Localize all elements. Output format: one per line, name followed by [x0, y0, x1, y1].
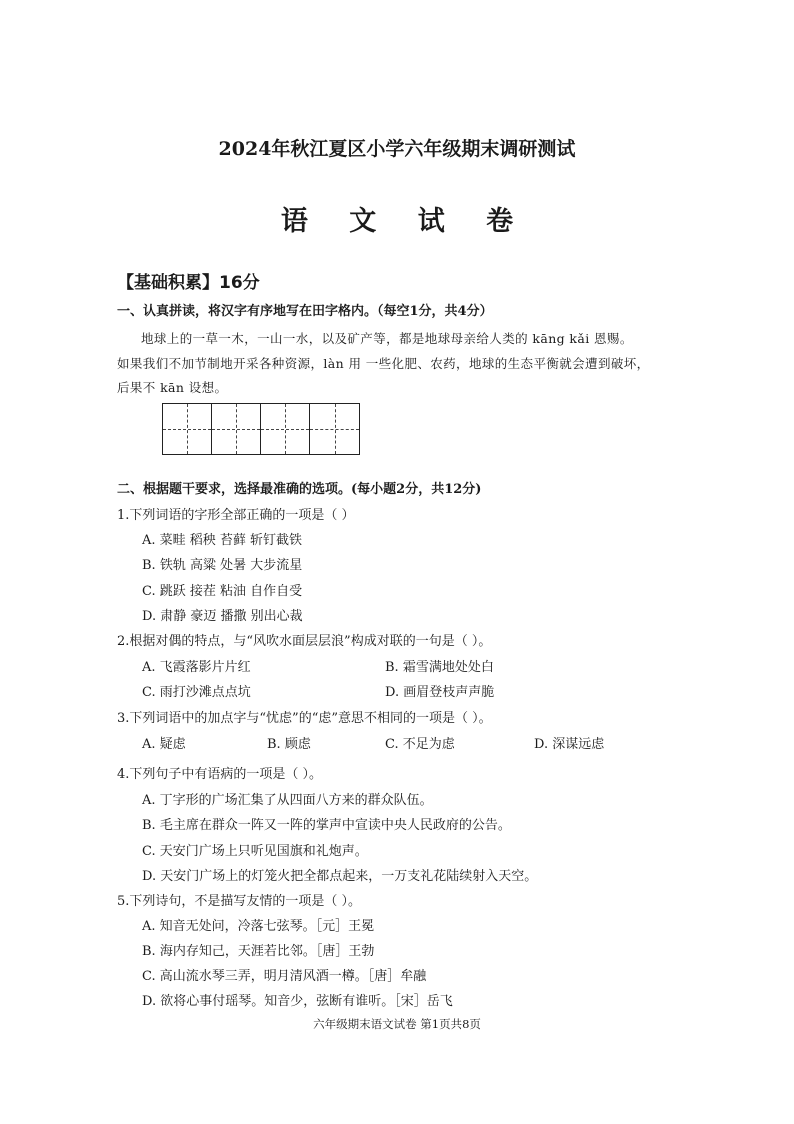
answer-option[interactable]: B. 铁轨 高粱 处暑 大步流星	[142, 558, 303, 573]
answer-option[interactable]: B. 霜雪满地处处白	[385, 660, 494, 675]
answer-option[interactable]: C. 雨打沙滩点点坑	[142, 685, 251, 700]
answer-option[interactable]: A. 知音无处问，冷落七弦琴。［元］王冕	[142, 919, 375, 934]
question-stem: 3.下列词语中的加点字与“忧虑”的“虑”意思不相同的一项是（ ）。	[117, 711, 492, 726]
answer-option[interactable]: D. 肃静 豪迈 播撒 别出心裁	[142, 609, 303, 624]
question-1-passage-line: 地球上的一草一木，一山一水，以及矿产等，都是地球母亲给人类的 kāng kǎi 恩赐。	[141, 331, 633, 346]
answer-option[interactable]: D. 画眉登枝声声脆	[385, 685, 495, 700]
answer-option[interactable]: C. 不足为虑	[385, 737, 455, 752]
tianzige-cell[interactable]	[163, 404, 212, 454]
answer-option[interactable]: C. 高山流水琴三弄，明月清风酒一樽。［唐］牟融	[142, 969, 427, 984]
exam-subject-title: 语 文 试 卷	[280, 206, 530, 237]
answer-option[interactable]: A. 疑虑	[142, 737, 186, 752]
answer-option[interactable]: C. 跳跃 接茬 粘油 自作自受	[142, 584, 303, 599]
tianzige-cell[interactable]	[310, 404, 359, 454]
question-1-passage-line: 后果不 kān 设想。	[117, 380, 228, 395]
answer-option[interactable]: C. 天安门广场上只听见国旗和礼炮声。	[142, 844, 368, 859]
section-heading: 【基础积累】16分	[117, 273, 260, 293]
answer-option[interactable]: D. 天安门广场上的灯笼火把全都点起来，一万支礼花陆续射入天空。	[142, 869, 538, 884]
answer-option[interactable]: B. 毛主席在群众一阵又一阵的掌声中宣读中央人民政府的公告。	[142, 818, 511, 833]
question-1-passage-line: 如果我们不加节制地开采各种资源，làn 用 一些化肥、农药，地球的生态平衡就会遭到破坏，	[117, 356, 650, 371]
page-footer: 六年级期末语文试卷 第1页共8页	[313, 1017, 481, 1031]
question-1-heading: 一、认真拼读，将汉字有序地写在田字格内。（每空1分，共4分）	[117, 304, 493, 319]
question-stem: 5.下列诗句，不是描写友情的一项是（ ）。	[117, 894, 362, 909]
tianzige-writing-grid	[162, 403, 360, 455]
answer-option[interactable]: A. 飞霞落影片片红	[142, 660, 251, 675]
question-stem: 2.根据对偶的特点，与“风吹水面层层浪”构成对联的一句是（ ）。	[117, 634, 492, 649]
tianzige-cell[interactable]	[261, 404, 310, 454]
answer-option[interactable]: A. 丁字形的广场汇集了从四面八方来的群众队伍。	[142, 793, 433, 808]
answer-option[interactable]: D. 欲将心事付瑶琴。知音少，弦断有谁听。［宋］岳飞	[142, 994, 453, 1009]
answer-option[interactable]: B. 顾虑	[267, 737, 311, 752]
answer-option[interactable]: A. 菜畦 稻秧 苔藓 斩钉截铁	[142, 533, 303, 548]
question-2-heading: 二、根据题干要求，选择最准确的选项。(每小题2分，共12分)	[117, 482, 482, 497]
question-stem: 4.下列句子中有语病的一项是（ ）。	[117, 767, 323, 782]
answer-option[interactable]: D. 深谋远虑	[534, 737, 605, 752]
answer-option[interactable]: B. 海内存知己，天涯若比邻。［唐］王勃	[142, 944, 375, 959]
exam-title: 2024年秋江夏区小学六年级期末调研测试	[218, 138, 576, 160]
question-stem: 1.下列词语的字形全部正确的一项是（ ）	[117, 508, 355, 523]
tianzige-cell[interactable]	[212, 404, 261, 454]
